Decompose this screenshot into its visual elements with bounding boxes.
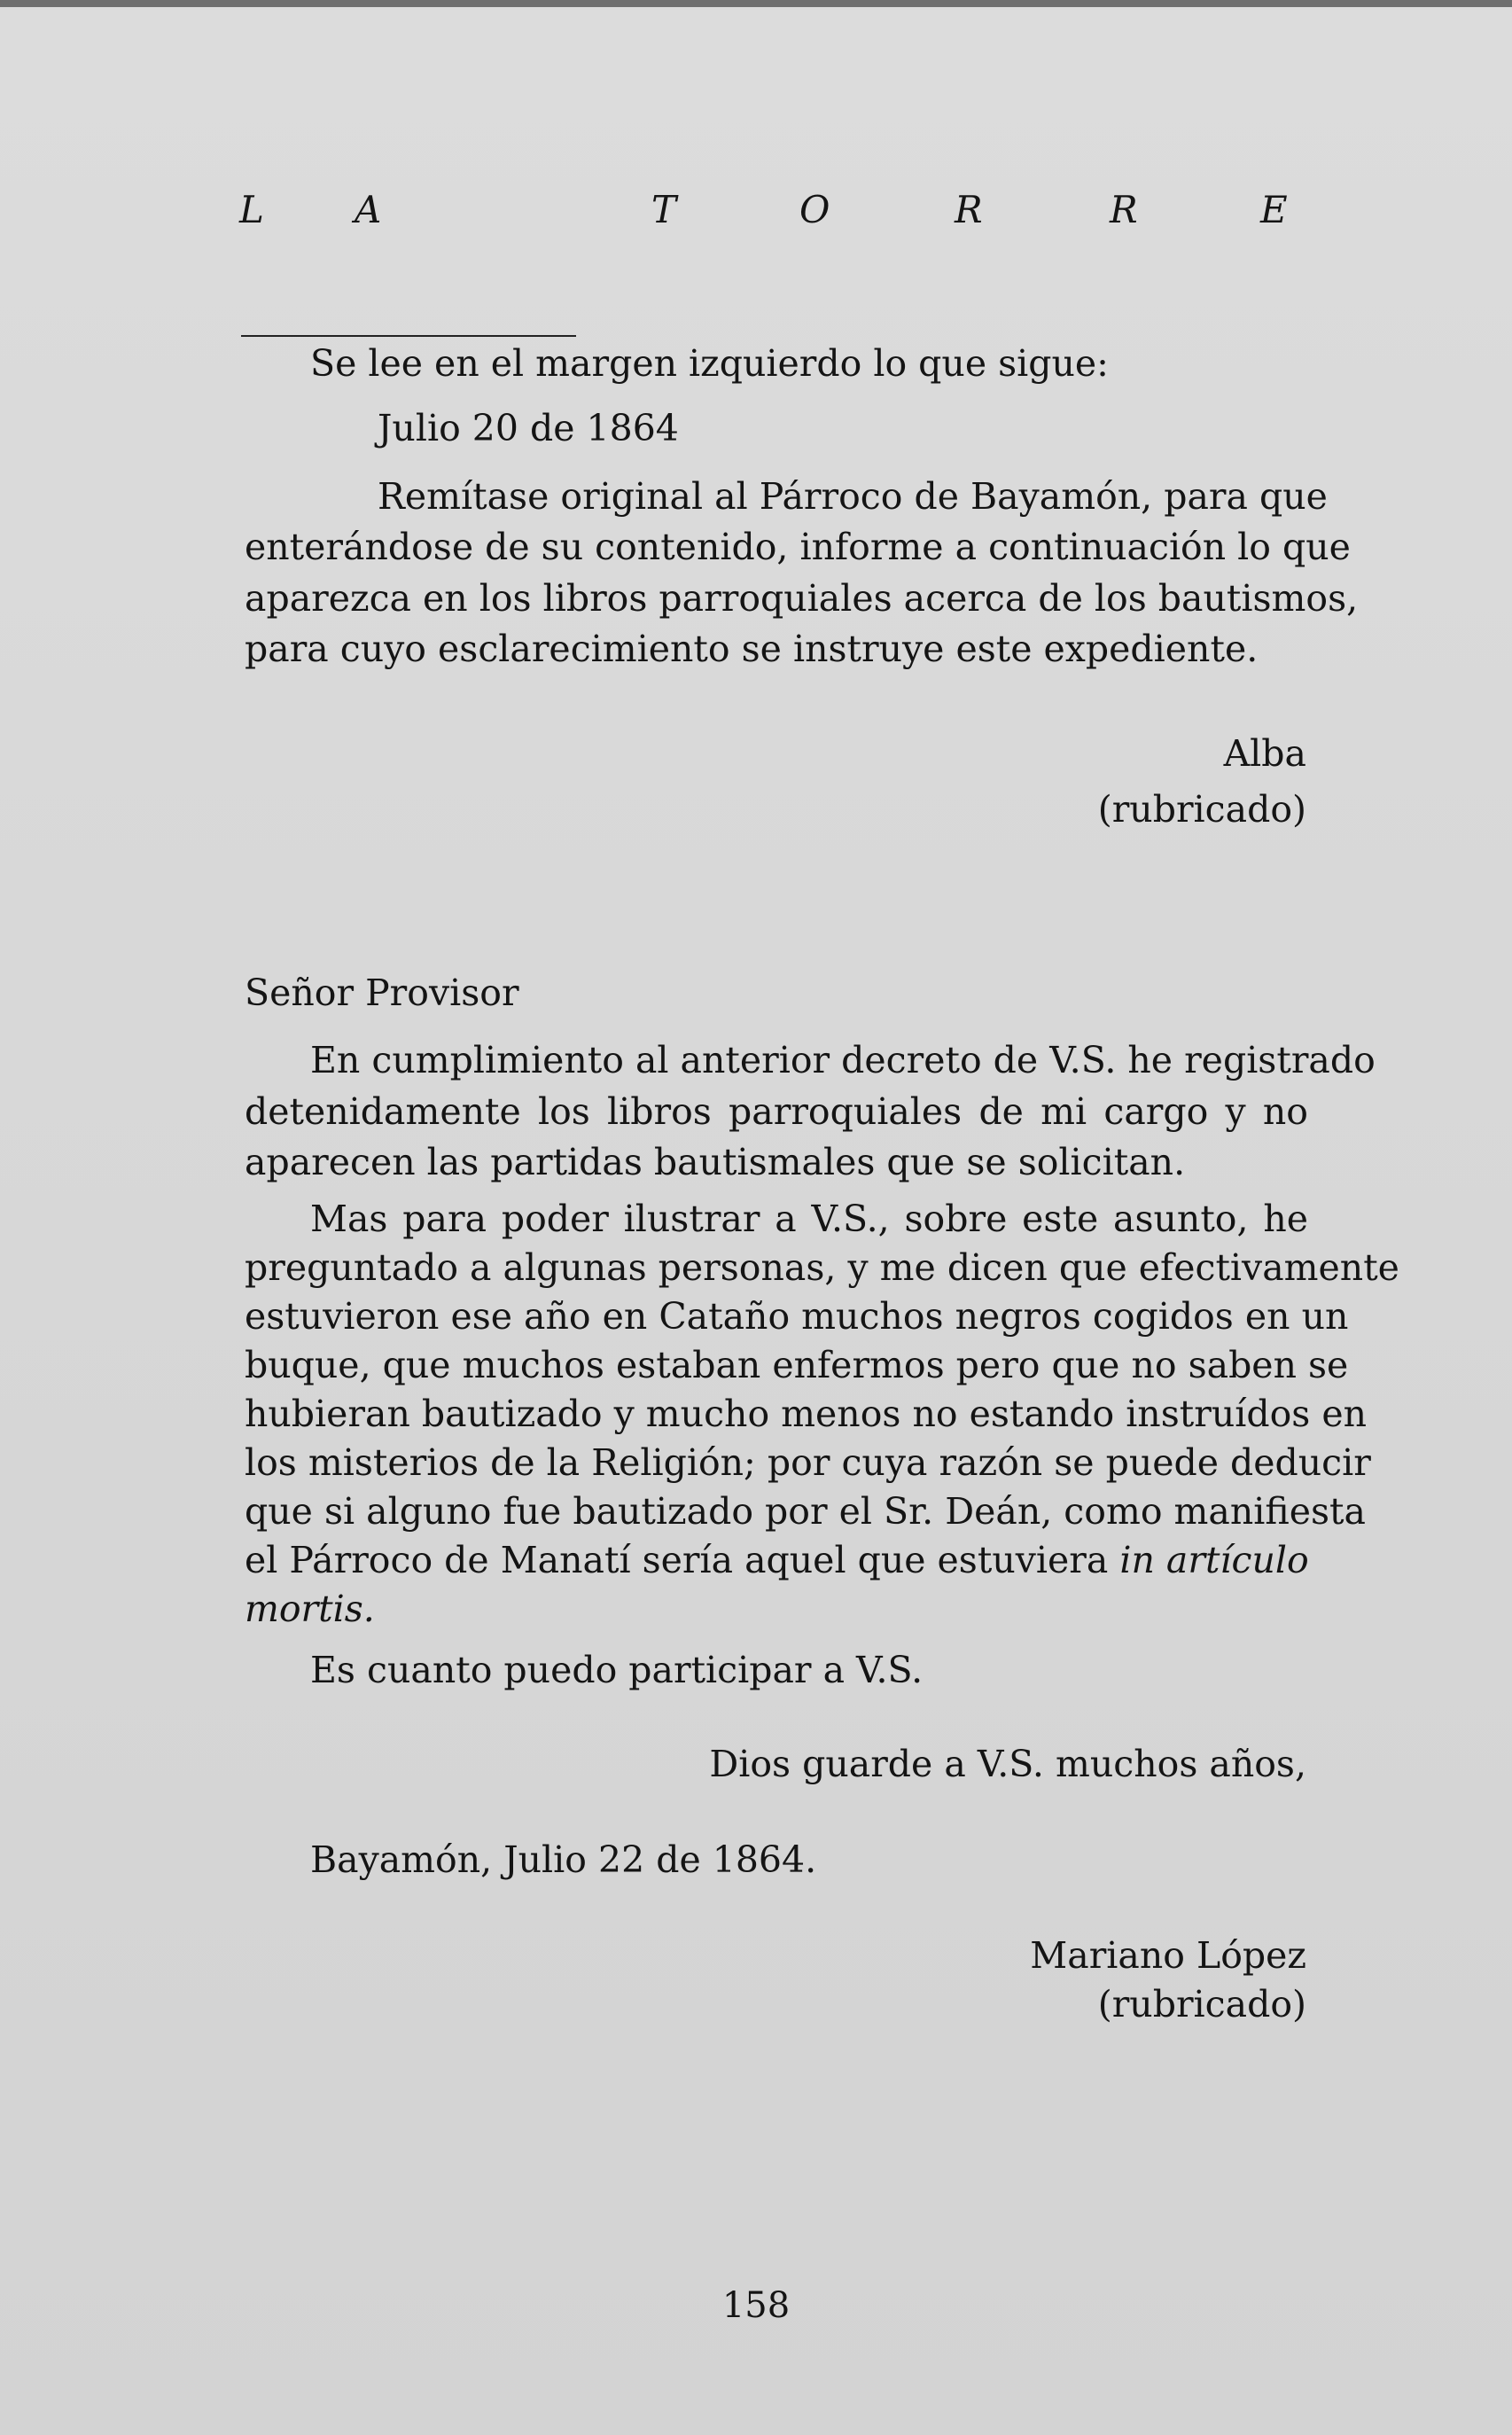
letter-p2-italic: in artículo (1119, 1539, 1309, 1581)
letter-p2-line: buque, que muchos estaban enfermos pero que no saben se (245, 1344, 1349, 1386)
running-head-letter: O (799, 188, 830, 231)
scan-top-edge (0, 0, 1512, 7)
note-intro: Se lee en el margen izquierdo lo que sigue: (310, 342, 1109, 385)
running-head-letter: R (1110, 188, 1138, 231)
running-head-letter: L (239, 188, 264, 231)
letter-closing-line: Es cuanto puedo participar a V.S. (310, 1649, 924, 1691)
note-line: enterándose de su contenido, informe a continuación lo que (245, 526, 1351, 568)
letter-salutation: Señor Provisor (245, 972, 519, 1014)
letter-signature-name: Mariano López (1030, 1934, 1306, 1977)
letter-p2-line: los misterios de la Religión; por cuya razón se puede deducir (245, 1441, 1371, 1484)
letter-p2-text: el Párroco de Manatí sería aquel que estuviera (245, 1539, 1109, 1581)
letter-p2-line-with-italic (245, 1539, 1309, 1581)
note-date: Julio 20 de 1864 (378, 407, 679, 449)
letter-p1-line: detenidamente los libros parroquiales de mi cargo y no (245, 1090, 1308, 1133)
note-signature-name: Alba (1223, 732, 1306, 775)
note-line: Remítase original al Párroco de Bayamón, para que (378, 475, 1328, 518)
running-head-letter: T (651, 188, 677, 231)
letter-p2-line: que si alguno fue bautizado por el Sr. Deán, como manifiesta (245, 1490, 1366, 1533)
letter-p2-line: preguntado a algunas personas, y me dicen que efectivamente (245, 1246, 1399, 1289)
letter-p2-line: Mas para poder ilustrar a V.S., sobre este asunto, he (310, 1198, 1308, 1240)
running-head-letter: E (1260, 188, 1288, 231)
letter-p2-line: estuvieron ese año en Cataño muchos negros cogidos en un (245, 1295, 1349, 1338)
letter-p1-line: En cumplimiento al anterior decreto de V.S. he registrado (310, 1039, 1376, 1081)
running-head-letter: A (355, 188, 382, 231)
letter-signature-note: (rubricado) (1097, 1983, 1306, 2025)
footnote-rule (241, 335, 576, 337)
running-head (239, 188, 1303, 241)
letter-p2-line: hubieran bautizado y mucho menos no estando instruídos en (245, 1393, 1368, 1435)
note-signature-note: (rubricado) (1097, 788, 1306, 831)
running-head-letter: R (955, 188, 983, 231)
note-line: aparezca en los libros parroquiales acerca de los bautismos, (245, 577, 1359, 620)
page-number: 158 (721, 2285, 791, 2326)
letter-p2-end-italic: mortis. (245, 1588, 375, 1630)
letter-valediction: Dios guarde a V.S. muchos años, (709, 1743, 1306, 1785)
letter-place-date: Bayamón, Julio 22 de 1864. (310, 1838, 817, 1881)
note-line: para cuyo esclarecimiento se instruye este expediente. (245, 628, 1259, 670)
letter-p1-line: aparecen las partidas bautismales que se solicitan. (245, 1141, 1186, 1183)
